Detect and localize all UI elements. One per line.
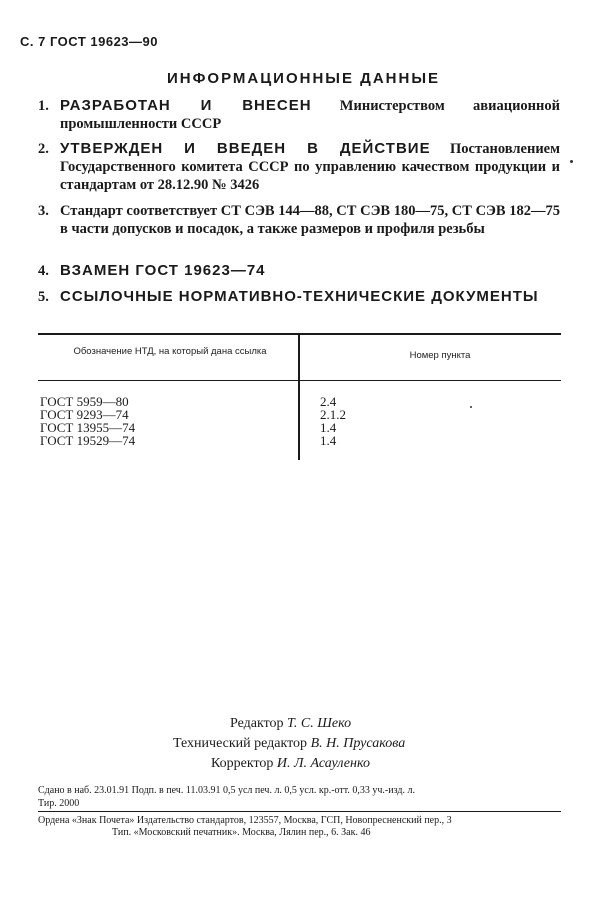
item-number: 5. <box>38 289 49 305</box>
credit-label: Корректор <box>211 756 274 771</box>
table-cell-clause: 1.4 <box>320 420 337 435</box>
table-header-clause: Номер пункта <box>409 350 471 361</box>
table-cell-clause: 2.4 <box>320 394 337 409</box>
credit-label: Технический редактор <box>173 736 308 751</box>
item-text: Министерством авиационной промышленности СССР <box>60 98 560 132</box>
publication-rule <box>38 811 561 812</box>
item-heading: ССЫЛОЧНЫЕ НОРМАТИВНО-ТЕХНИЧЕСКИЕ ДОКУМЕНТЫ <box>60 288 539 305</box>
table-header-document: Обозначение НТД, на который дана ссылка <box>73 346 267 357</box>
scan-speck <box>570 160 573 163</box>
credit-corrector <box>211 754 370 774</box>
table-cell-doc: ГОСТ 13955—74 <box>40 420 136 435</box>
table-top-rule <box>38 333 561 335</box>
credit-name: Т. С. Шеко <box>287 716 352 731</box>
table-cell-doc: ГОСТ 19529—74 <box>40 433 136 448</box>
info-item-1 <box>38 97 560 133</box>
scan-speck <box>470 406 472 408</box>
print-run: Тир. 2000 <box>38 798 80 809</box>
table-header-rule <box>38 380 561 381</box>
info-item-4 <box>38 262 560 280</box>
table-document-column <box>40 395 135 447</box>
page-header: С. 7 ГОСТ 19623—90 <box>20 34 158 49</box>
info-item-5 <box>38 288 560 306</box>
printer-line: Тип. «Московский печатник». Москва, Лялин пер., 6. Зак. 46 <box>112 827 371 838</box>
table-cell-doc: ГОСТ 5959—80 <box>40 394 129 409</box>
section-title: ИНФОРМАЦИОННЫЕ ДАННЫЕ <box>166 70 441 87</box>
info-item-3 <box>38 202 560 238</box>
credit-name: В. Н. Прусакова <box>310 736 406 751</box>
publisher-line: Ордена «Знак Почета» Издательство стандартов, 123557, Москва, ГСП, Новопресненский пер., 3 <box>38 815 452 826</box>
table-cell-doc: ГОСТ 9293—74 <box>40 407 129 422</box>
item-text: Постановлением Государственного комитета СССР по управлению качеством продукции и стандартам от 28.12.90 № 3426 <box>60 141 560 193</box>
credit-editor <box>230 714 351 734</box>
table-clause-column <box>320 395 346 447</box>
item-number: 1. <box>38 98 49 114</box>
item-number: 3. <box>38 203 49 219</box>
item-number: 2. <box>38 141 49 157</box>
table-cell-clause: 2.1.2 <box>320 407 346 422</box>
table-column-divider <box>298 335 300 460</box>
credit-label: Редактор <box>230 716 284 731</box>
table-cell-clause: 1.4 <box>320 433 337 448</box>
item-heading: РАЗРАБОТАН И ВНЕСЕН <box>60 97 312 114</box>
credit-name: И. Л. Асауленко <box>276 756 370 771</box>
item-heading: УТВЕРЖДЕН И ВВЕДЕН В ДЕЙСТВИЕ <box>60 140 431 157</box>
item-text: Стандарт соответствует СТ СЭВ 144—88, СТ СЭВ 180—75, СТ СЭВ 182—75 в части допусков и посадок, а также размеров и профиля резьбы <box>60 203 560 237</box>
item-number: 4. <box>38 263 49 279</box>
credit-technical-editor <box>173 734 405 754</box>
info-item-2 <box>38 140 560 194</box>
publication-line: Сдано в наб. 23.01.91 Подп. в печ. 11.03.91 0,5 усл печ. л. 0,5 усл. кр.-отт. 0,33 уч.-изд. л. <box>38 785 415 796</box>
item-heading: ВЗАМЕН ГОСТ 19623—74 <box>60 262 266 279</box>
